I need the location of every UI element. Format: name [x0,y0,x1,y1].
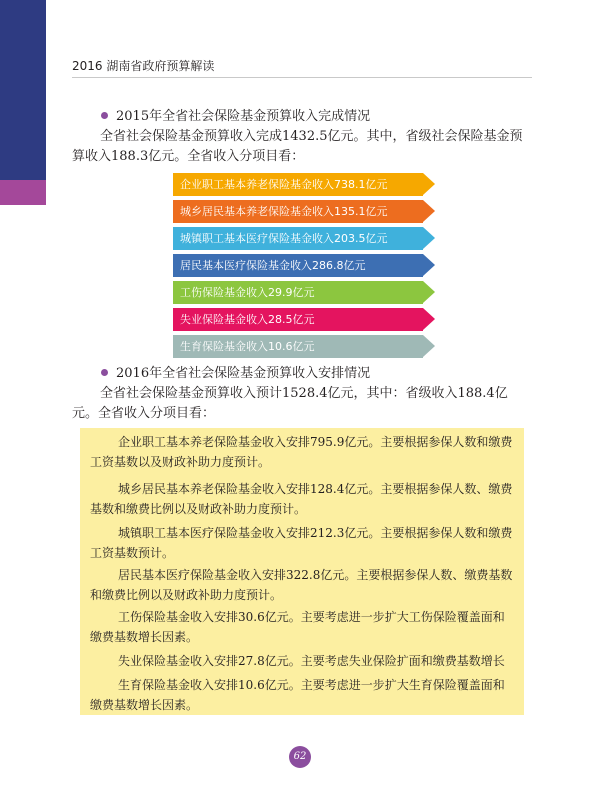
header-divider [72,77,532,78]
budget-item-box: 企业职工基本养老保险基金收入安排795.9亿元。主要根据参保人数和缴费工资基数以及财政补助力度预计。 [80,428,524,476]
budget-item-box: 城乡居民基本养老保险基金收入安排128.4亿元。主要根据参保人数、缴费基数和缴费比例以及财政补助力度预计。 [80,475,524,519]
income-item: 企业职工基本养老保险基金收入738.1亿元 [173,173,423,196]
section2-heading [101,362,370,381]
budget-item-box: 城镇职工基本医疗保险基金收入安排212.3亿元。主要根据参保人数和缴费工资基数预计。 [80,519,524,561]
page-number: 62 [289,746,311,768]
section2-heading-text: 2016年全省社会保险基金预算收入安排情况 [116,366,371,381]
side-bar-navy [0,0,46,180]
income-items-list [173,173,423,362]
income-item: 城镇职工基本医疗保险基金收入203.5亿元 [173,227,423,250]
income-item: 生育保险基金收入10.6亿元 [173,335,423,358]
page-header-title: 2016 湖南省政府预算解读 [72,59,215,73]
income-item: 工伤保险基金收入29.9亿元 [173,281,423,304]
budget-item-box: 失业保险基金收入安排27.8亿元。主要考虑失业保险扩面和缴费基数增长 [80,647,524,671]
section1-heading [101,105,370,124]
bullet-dot-icon [101,369,108,376]
budget-item-box: 居民基本医疗保险基金收入安排322.8亿元。主要根据参保人数、缴费基数和缴费比例以及财政补助力度预计。 [80,561,524,603]
side-bar-purple [0,180,46,205]
section1-heading-text: 2015年全省社会保险基金预算收入完成情况 [116,109,371,124]
section2-paragraph: 全省社会保险基金预算收入预计1528.4亿元，其中：省级收入188.4亿元。全省收入分项目看： [72,386,508,421]
budget-item-box: 工伤保险基金收入安排30.6亿元。主要考虑进一步扩大工伤保险覆盖面和缴费基数增长因素。 [80,603,524,647]
income-item: 失业保险基金收入28.5亿元 [173,308,423,331]
budget-item-box: 生育保险基金收入安排10.6亿元。主要考虑进一步扩大生育保险覆盖面和缴费基数增长因素。 [80,671,524,715]
income-item: 城乡居民基本养老保险基金收入135.1亿元 [173,200,423,223]
section1-paragraph: 全省社会保险基金预算收入完成1432.5亿元。其中，省级社会保险基金预算收入188.3亿元。全省收入分项目看： [72,129,523,164]
side-color-bar [0,0,46,205]
income-item: 居民基本医疗保险基金收入286.8亿元 [173,254,423,277]
bullet-dot-icon [101,112,108,119]
